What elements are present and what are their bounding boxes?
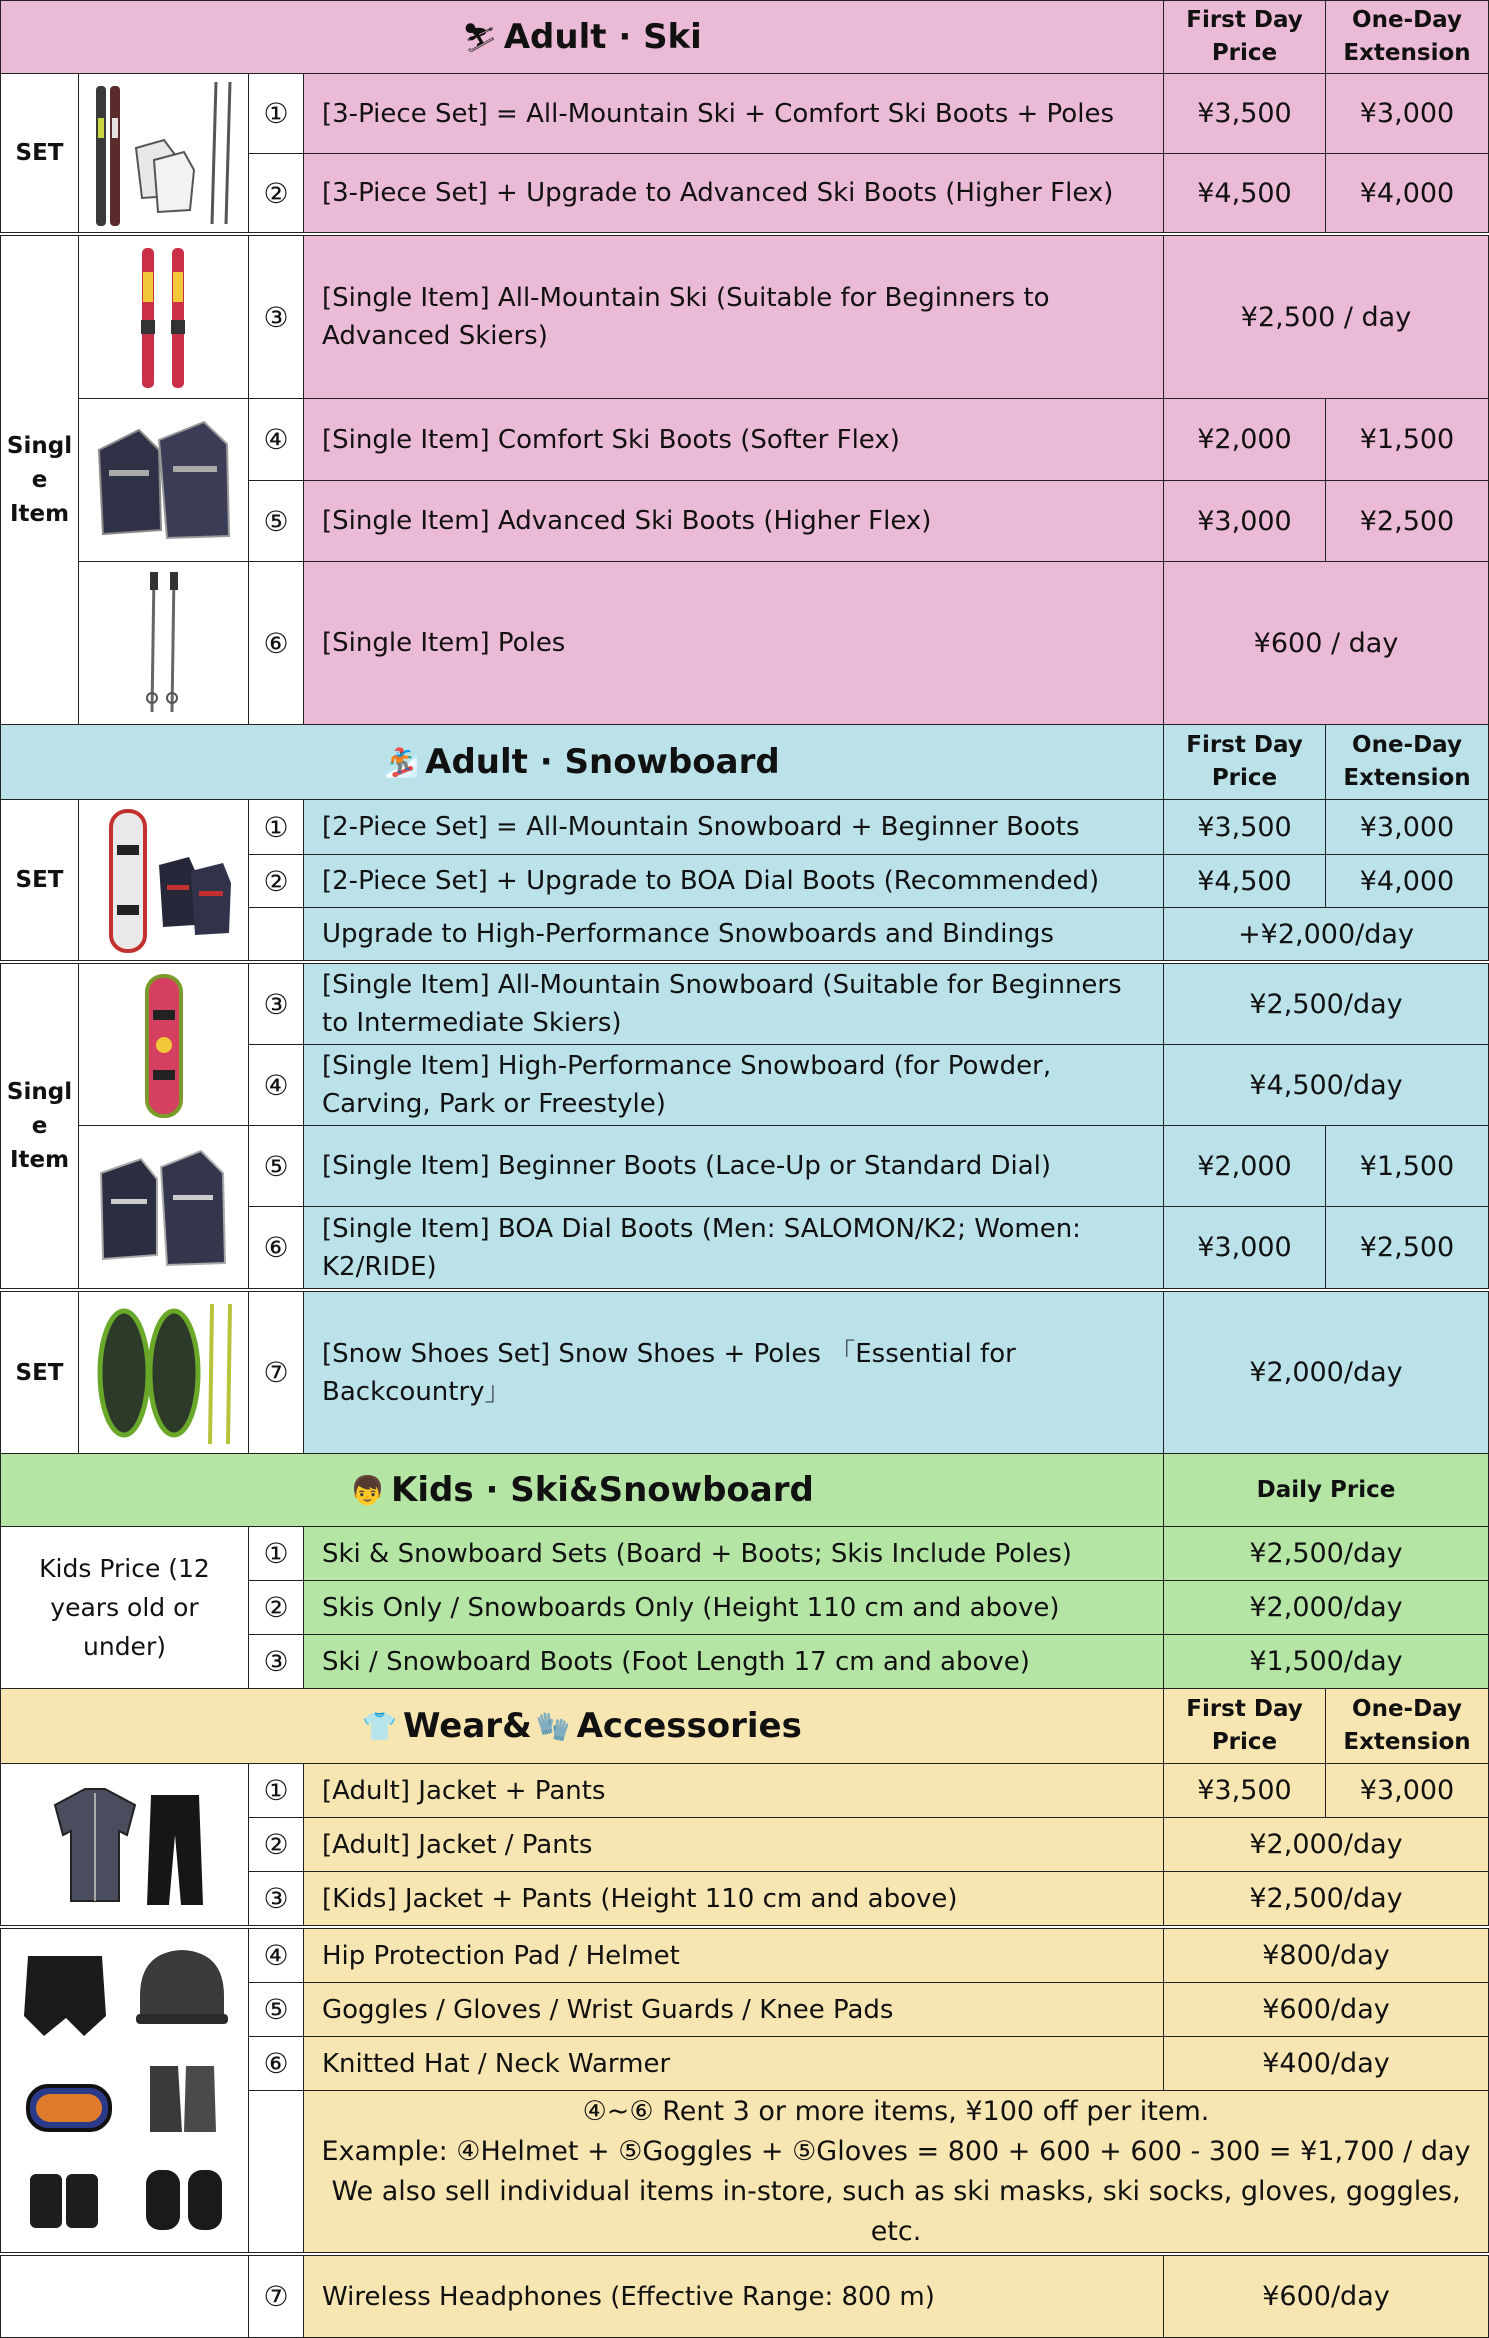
ski-row2-ext: ¥4,000 bbox=[1325, 153, 1489, 233]
snowboard-row2-desc: [2-Piece Set] + Upgrade to BOA Dial Boots (Recommended) bbox=[303, 854, 1164, 908]
snowboard-row2-ext: ¥4,000 bbox=[1325, 854, 1489, 908]
wear-row6-desc: Knitted Hat / Neck Warmer bbox=[303, 2036, 1164, 2091]
snowboard-set-label: SET bbox=[0, 799, 79, 961]
wear-row1-ext: ¥3,000 bbox=[1325, 1763, 1489, 1818]
wear-section-title-a: Wear& bbox=[403, 1706, 532, 1746]
wear-row7-desc: Wireless Headphones (Effective Range: 800 m) bbox=[303, 2255, 1164, 2338]
snowboard-set-picture-icon bbox=[89, 805, 239, 955]
wear-row2-desc: [Adult] Jacket / Pants bbox=[303, 1817, 1164, 1872]
discount-note-line1: ④~⑥ Rent 3 or more items, ¥100 off per item. bbox=[582, 2095, 1210, 2127]
accessories-icon bbox=[10, 1936, 240, 2246]
snowshoes-price: ¥2,000/day bbox=[1163, 1291, 1489, 1454]
ski-set-label: SET bbox=[0, 73, 79, 233]
snowshoes-num: ⑦ bbox=[248, 1291, 304, 1454]
snowboard-row4-num: ④ bbox=[248, 1044, 304, 1126]
tshirt-icon: 👕 bbox=[362, 1709, 398, 1743]
snowboard-boots-icon bbox=[89, 1137, 239, 1277]
snowboard-row1-first: ¥3,500 bbox=[1163, 799, 1326, 855]
skier-icon: ⛷ bbox=[462, 20, 498, 54]
ski-row2-first: ¥4,500 bbox=[1163, 153, 1326, 233]
wear-row3-num: ③ bbox=[248, 1871, 304, 1926]
kids-row1-num: ① bbox=[248, 1526, 304, 1581]
wear-row7-num: ⑦ bbox=[248, 2255, 304, 2338]
ski-row3-price: ¥2,500 / day bbox=[1163, 235, 1489, 399]
ski-row1-first: ¥3,500 bbox=[1163, 73, 1326, 154]
kids-row1-desc: Ski & Snowboard Sets (Board + Boots; Skis Include Poles) bbox=[303, 1526, 1164, 1581]
ski-row5-desc: [Single Item] Advanced Ski Boots (Higher Flex) bbox=[303, 480, 1164, 562]
snowboard-extension-header: One-Day Extension bbox=[1325, 724, 1489, 800]
kids-row3-num: ③ bbox=[248, 1634, 304, 1689]
snowboard-row3-price: ¥2,500/day bbox=[1163, 963, 1489, 1045]
wear-row5-desc: Goggles / Gloves / Wrist Guards / Knee Pads bbox=[303, 1982, 1164, 2037]
discount-note bbox=[303, 2090, 1489, 2253]
snowshoes-set-label: SET bbox=[0, 1291, 79, 1454]
wear-row2-num: ② bbox=[248, 1817, 304, 1872]
kids-daily-price-header: Daily Price bbox=[1163, 1453, 1489, 1527]
snowboard-row1-num: ① bbox=[248, 799, 304, 855]
ski-row6-price: ¥600 / day bbox=[1163, 561, 1489, 725]
kids-row3-desc: Ski / Snowboard Boots (Foot Length 17 cm and above) bbox=[303, 1634, 1164, 1689]
snowboard-row4-price: ¥4,500/day bbox=[1163, 1044, 1489, 1126]
ski-boots-icon bbox=[89, 410, 239, 550]
ski-row5-ext: ¥2,500 bbox=[1325, 480, 1489, 562]
ski-row1-ext: ¥3,000 bbox=[1325, 73, 1489, 154]
snowboard-boots-image bbox=[78, 1125, 249, 1289]
wear-note-spacer bbox=[248, 2090, 304, 2253]
snowboard-row6-desc: [Single Item] BOA Dial Boots (Men: SALOMON/K2; Women: K2/RIDE) bbox=[303, 1206, 1164, 1289]
ski-extension-header: One-Day Extension bbox=[1325, 0, 1489, 74]
headphones-image-cell bbox=[0, 2255, 249, 2338]
wear-clothes-image bbox=[0, 1763, 249, 1926]
kids-row1-price: ¥2,500/day bbox=[1163, 1526, 1489, 1581]
wear-row6-price: ¥400/day bbox=[1163, 2036, 1489, 2091]
snowboard-row3-num: ③ bbox=[248, 963, 304, 1045]
glove-icon: 🧤 bbox=[535, 1709, 571, 1743]
ski-row6-num: ⑥ bbox=[248, 561, 304, 725]
ski-row4-desc: [Single Item] Comfort Ski Boots (Softer Flex) bbox=[303, 398, 1164, 481]
kids-section-header bbox=[0, 1453, 1164, 1527]
snowboard-section-title: Adult · Snowboard bbox=[425, 742, 780, 782]
discount-note-line2: Example: ④Helmet + ⑤Goggles + ⑤Gloves = 800 + 600 + 600 - 300 = ¥1,700 / day bbox=[321, 2135, 1471, 2167]
kid-face-icon: 👦 bbox=[350, 1473, 386, 1507]
snowboard-upgrade-num bbox=[248, 907, 304, 961]
wear-first-day-header: First Day Price bbox=[1163, 1688, 1326, 1764]
kids-row3-price: ¥1,500/day bbox=[1163, 1634, 1489, 1689]
ski-poles-icon bbox=[124, 568, 204, 718]
snowboard-row5-num: ⑤ bbox=[248, 1125, 304, 1207]
kids-row2-num: ② bbox=[248, 1580, 304, 1635]
snowboard-board-image bbox=[78, 963, 249, 1126]
discount-note-line3: We also sell individual items in-store, such as ski masks, ski socks, gloves, goggles, etc. bbox=[331, 2175, 1461, 2247]
ski-row3-desc: [Single Item] All-Mountain Ski (Suitable for Beginners to Advanced Skiers) bbox=[303, 235, 1164, 399]
wear-row1-first: ¥3,500 bbox=[1163, 1763, 1326, 1818]
skis-icon bbox=[114, 242, 214, 392]
ski-row3-num: ③ bbox=[248, 235, 304, 399]
ski-boots-image bbox=[78, 398, 249, 562]
ski-row1-num: ① bbox=[248, 73, 304, 154]
snowshoes-icon bbox=[84, 1298, 244, 1448]
snowboard-row5-ext: ¥1,500 bbox=[1325, 1125, 1489, 1207]
snowboard-upgrade-price: +¥2,000/day bbox=[1163, 907, 1489, 961]
snowboard-icon bbox=[129, 970, 199, 1120]
snowboard-row6-num: ⑥ bbox=[248, 1206, 304, 1289]
snowboard-row1-ext: ¥3,000 bbox=[1325, 799, 1489, 855]
ski-row4-ext: ¥1,500 bbox=[1325, 398, 1489, 481]
ski-row6-desc: [Single Item] Poles bbox=[303, 561, 1164, 725]
wear-row4-num: ④ bbox=[248, 1928, 304, 1983]
snowboard-first-day-header: First Day Price bbox=[1163, 724, 1326, 800]
snowboard-row6-ext: ¥2,500 bbox=[1325, 1206, 1489, 1289]
ski-set-picture-icon bbox=[84, 78, 244, 228]
ski-section-title: Adult · Ski bbox=[503, 17, 702, 57]
ski-skis-image bbox=[78, 235, 249, 399]
snowboard-single-label: Singl e Item bbox=[0, 963, 79, 1289]
kids-row2-price: ¥2,000/day bbox=[1163, 1580, 1489, 1635]
ski-set-image bbox=[78, 73, 249, 233]
ski-row4-num: ④ bbox=[248, 398, 304, 481]
wear-row2-price: ¥2,000/day bbox=[1163, 1817, 1489, 1872]
ski-first-day-header: First Day Price bbox=[1163, 0, 1326, 74]
wear-row6-num: ⑥ bbox=[248, 2036, 304, 2091]
snowboard-row1-desc: [2-Piece Set] = All-Mountain Snowboard + Beginner Boots bbox=[303, 799, 1164, 855]
ski-row2-num: ② bbox=[248, 153, 304, 233]
snowboarder-icon: 🏂 bbox=[384, 745, 420, 779]
wear-section-title-b: Accessories bbox=[576, 1706, 802, 1746]
snowboard-row5-desc: [Single Item] Beginner Boots (Lace-Up or Standard Dial) bbox=[303, 1125, 1164, 1207]
wear-row1-num: ① bbox=[248, 1763, 304, 1818]
wear-section-header bbox=[0, 1688, 1164, 1764]
ski-row5-num: ⑤ bbox=[248, 480, 304, 562]
snowboard-upgrade-desc: Upgrade to High-Performance Snowboards and Bindings bbox=[303, 907, 1164, 961]
snowshoes-desc: [Snow Shoes Set] Snow Shoes + Poles 「Essential for Backcountry」 bbox=[303, 1291, 1164, 1454]
snowboard-row5-first: ¥2,000 bbox=[1163, 1125, 1326, 1207]
snowboard-row2-num: ② bbox=[248, 854, 304, 908]
wear-row5-num: ⑤ bbox=[248, 1982, 304, 2037]
ski-row2-desc: [3-Piece Set] + Upgrade to Advanced Ski Boots (Higher Flex) bbox=[303, 153, 1164, 233]
kids-price-label: Kids Price (12 years old or under) bbox=[0, 1526, 249, 1689]
snowboard-row4-desc: [Single Item] High-Performance Snowboard (for Powder, Carving, Park or Freestyle) bbox=[303, 1044, 1164, 1126]
jacket-pants-icon bbox=[35, 1775, 215, 1915]
snowboard-section-header bbox=[0, 724, 1164, 800]
ski-poles-image bbox=[78, 561, 249, 725]
wear-extension-header: One-Day Extension bbox=[1325, 1688, 1489, 1764]
kids-section-title: Kids · Ski&Snowboard bbox=[391, 1470, 814, 1510]
kids-row2-desc: Skis Only / Snowboards Only (Height 110 cm and above) bbox=[303, 1580, 1164, 1635]
snowshoes-image bbox=[78, 1291, 249, 1454]
snowboard-row6-first: ¥3,000 bbox=[1163, 1206, 1326, 1289]
ski-row4-first: ¥2,000 bbox=[1163, 398, 1326, 481]
snowboard-row3-desc: [Single Item] All-Mountain Snowboard (Suitable for Beginners to Intermediate Skiers) bbox=[303, 963, 1164, 1045]
wear-row3-desc: [Kids] Jacket + Pants (Height 110 cm and above) bbox=[303, 1871, 1164, 1926]
snowboard-set-image bbox=[78, 799, 249, 961]
wear-row5-price: ¥600/day bbox=[1163, 1982, 1489, 2037]
wear-row1-desc: [Adult] Jacket + Pants bbox=[303, 1763, 1164, 1818]
ski-section-header bbox=[0, 0, 1164, 74]
wear-row4-price: ¥800/day bbox=[1163, 1928, 1489, 1983]
snowboard-row2-first: ¥4,500 bbox=[1163, 854, 1326, 908]
ski-row5-first: ¥3,000 bbox=[1163, 480, 1326, 562]
accessories-image bbox=[0, 1928, 249, 2253]
wear-row7-price: ¥600/day bbox=[1163, 2255, 1489, 2338]
wear-row4-desc: Hip Protection Pad / Helmet bbox=[303, 1928, 1164, 1983]
wear-row3-price: ¥2,500/day bbox=[1163, 1871, 1489, 1926]
ski-single-label: Singl e Item bbox=[0, 235, 79, 725]
ski-row1-desc: [3-Piece Set] = All-Mountain Ski + Comfort Ski Boots + Poles bbox=[303, 73, 1164, 154]
